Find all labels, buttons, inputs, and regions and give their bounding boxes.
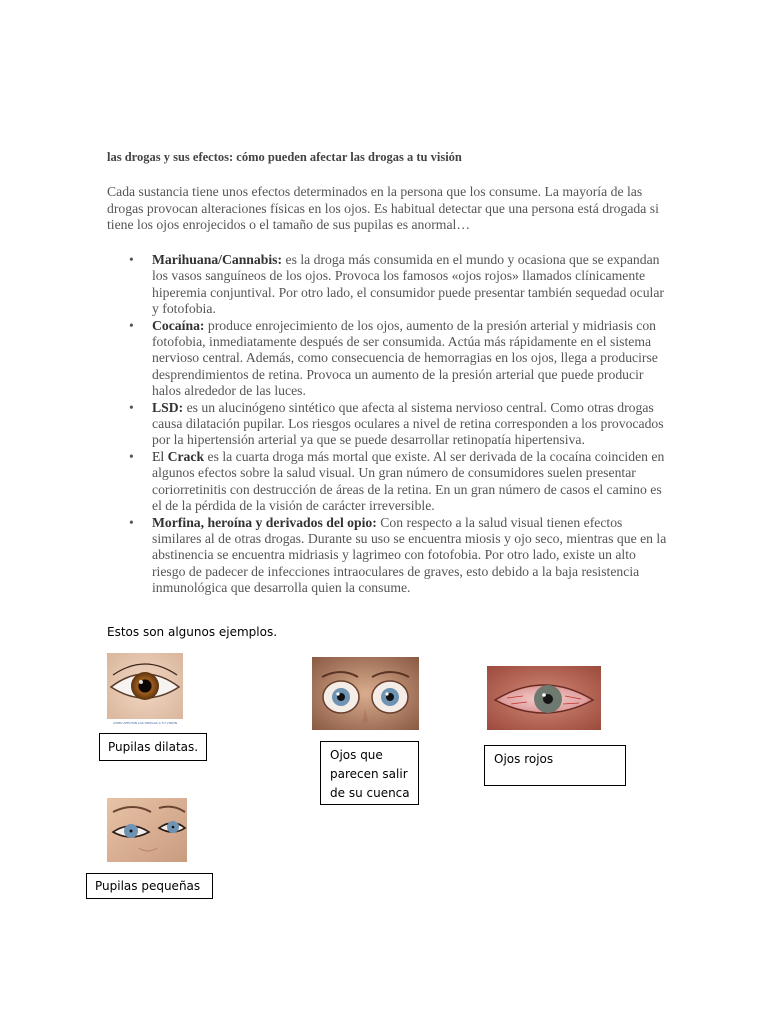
- intro-paragraph: Cada sustancia tiene unos efectos determinados en la persona que los consume. La mayoría de las drogas provocan alteraciones físicas en los ojos. Es habitual detectar que una persona está drogada si tiene los ojos enrojecidos o el tamaño de sus pupilas es anormal…: [107, 184, 659, 232]
- caption-dilated-pupils: [99, 733, 207, 761]
- list-item-opio: [107, 515, 667, 597]
- drug-description: produce enrojecimiento de los ojos, aumento de la presión arterial y midriasis con fotofobia, inmediatamente después de ser consumida. Actúa más rápidamente en el sistema nervioso central. Además, como consecuencia de hemorragias en los ojos, llega a producirse desprendimientos de retina. Provoca un aumento de la presión arterial que puede producir halos alrededor de las luces.: [152, 317, 658, 399]
- caption-red-eyes: [484, 745, 626, 786]
- drug-name: Morfina, heroína y derivados del opio:: [152, 514, 377, 530]
- photo-dilated-pupil: [107, 653, 183, 727]
- caption-bulging-eyes: [320, 741, 419, 805]
- list-item-lsd: [107, 400, 667, 449]
- drug-description: es la droga más consumida en el mundo y ocasiona que se expandan los vasos sanguíneos de los ojos. Provoca los famosos «ojos rojos» llamados clínicamente hiperemia conjuntival. Por otro lado, el consumidor puede presentar también sequedad ocular y fotofobia.: [152, 252, 664, 317]
- photo-small-pupils: [107, 798, 187, 862]
- face-closeup-image: [312, 657, 419, 730]
- eye-closeup-image: [107, 653, 183, 727]
- examples-label: Estos son algunos ejemplos.: [107, 625, 278, 639]
- drug-prefix: El: [152, 448, 168, 464]
- caption-text: Ojos rojos: [494, 752, 554, 766]
- drug-description: Con respecto a la salud visual tienen efectos similares al de otras drogas. Durante su uso se encuentra miosis y ojo seco, mientras que en la abstinencia se encuentra midriasis y lagrimeo con fotofobia. Por otro lado, existe un alto riesgo de padecer de infecciones intraoculares de graves, esto debido a la baja resistencia inmunológica que desarrolla quien la consume.: [152, 514, 667, 596]
- caption-text: Pupilas pequeñas: [95, 879, 201, 893]
- list-item-cocaina: [107, 318, 667, 400]
- red-eye-image: [487, 666, 601, 730]
- drug-effects-list: [107, 252, 667, 597]
- drug-description: es un alucinógeno sintético que afecta al sistema nervioso central. Como otras drogas causa dilatación pupilar. Los riesgos oculares a nivel de retina corresponden a los provocados por la hipertensión arterial ya que se puede desarrollar retinopatía hipertensiva.: [152, 399, 664, 448]
- drug-name: Cocaína:: [152, 317, 205, 333]
- document-title: las drogas y sus efectos: cómo pueden afectar las drogas a tu visión: [107, 150, 462, 164]
- list-item-crack: [107, 449, 667, 515]
- caption-text: parecen salir: [330, 767, 408, 781]
- caption-small-pupils: [86, 873, 213, 899]
- drug-name: LSD:: [152, 399, 184, 415]
- eye-makeup-image: [107, 798, 187, 862]
- photo-bulging-eyes: [312, 657, 419, 730]
- caption-text: Pupilas dilatas.: [108, 740, 199, 754]
- list-item-marihuana: [107, 252, 667, 318]
- caption-text: de su cuenca: [330, 786, 410, 800]
- caption-text: Ojos que: [330, 748, 383, 762]
- photo-red-eye: [487, 666, 601, 730]
- photo-watermark: CÓMO AFECTAN LAS DROGAS A TU VISIÓN: [113, 721, 177, 725]
- drug-description: es la cuarta droga más mortal que existe. Al ser derivada de la cocaína coinciden en algunos efectos sobre la salud visual. Un gran número de consumidores suelen presentar coriorretinitis con destrucción de áreas de la retina. En un gran número de casos el camino es el de la pérdida de la visión de carácter irreversible.: [152, 448, 665, 514]
- drug-name: Marihuana/Cannabis:: [152, 252, 283, 267]
- drug-name: Crack: [167, 448, 205, 464]
